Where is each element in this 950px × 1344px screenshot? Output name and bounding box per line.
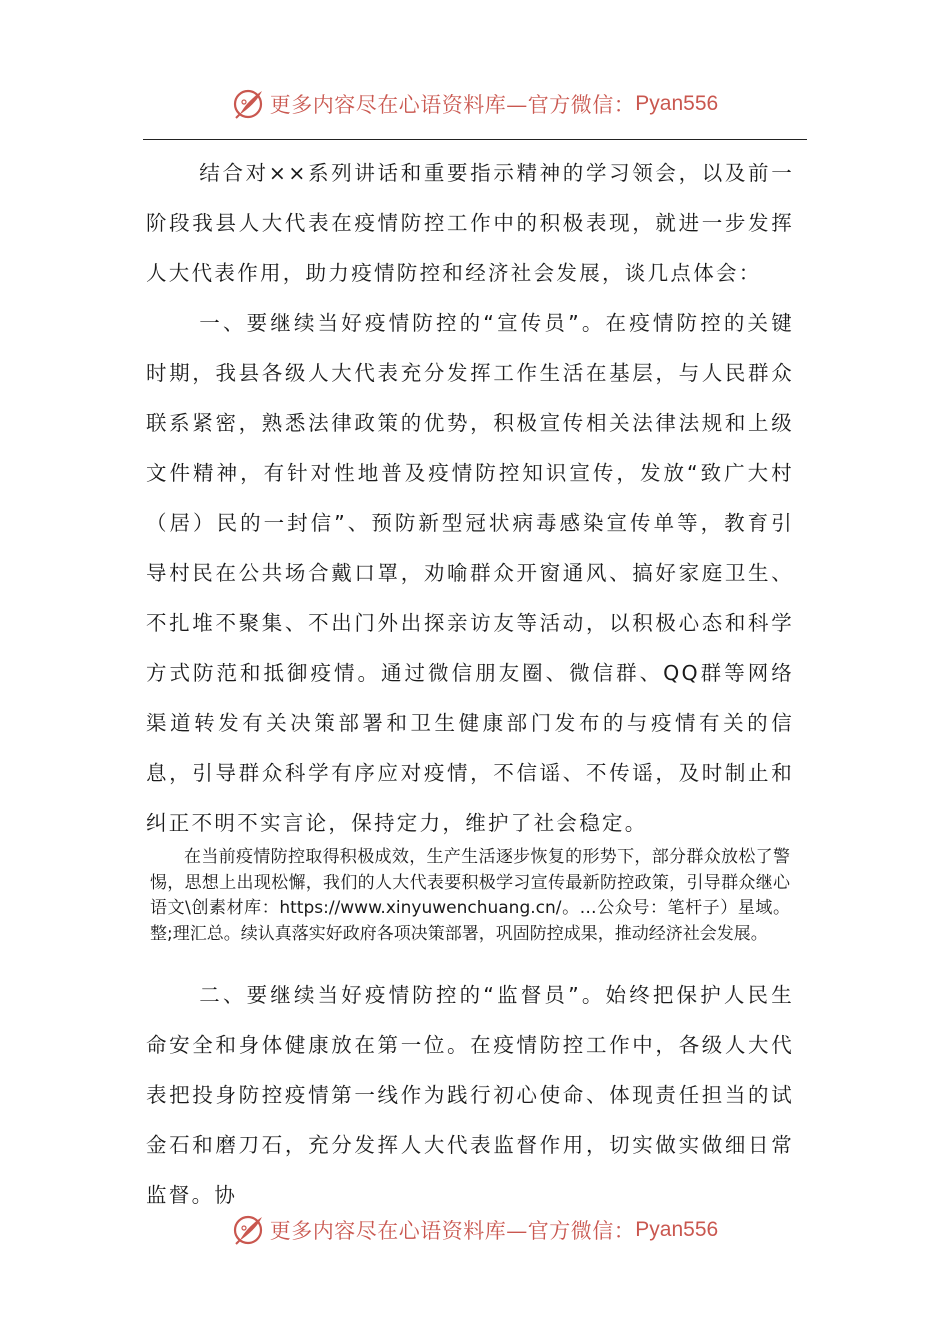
header-divider (143, 139, 807, 140)
inserted-text-block (146, 845, 794, 947)
banner-wechat-id: Pyan556 (635, 92, 719, 115)
paragraph-intro: 结合对××系列讲话和重要指示精神的学习领会，以及前一阶段我县人大代表在疫情防控工作中的积极表现，就进一步发挥人大代表作用，助力疫情防控和经济社会发展，谈几点体会： (146, 161, 794, 285)
header-banner (0, 84, 950, 124)
banner-brand-text: 更多内容尽在心语资料库—官方微信： (269, 93, 636, 117)
section-two-block (146, 970, 794, 1220)
footer-banner (0, 1210, 950, 1250)
paragraph-section-two: 二、要继续当好疫情防控的“监督员”。始终把保护人民生命安全和身体健康放在第一位。在疫情防控工作中，各级人大代表把投身防控疫情第一线作为践行初心使命、体现责任担当的试金石和磨刀石，充分发挥人大代表监督作用，切实做实做细日常监督。协 (146, 983, 794, 1207)
paragraph-inserted: 在当前疫情防控取得积极成效，生产生活逐步恢复的形势下，部分群众放松了警惕，思想上出现松懈，我们的人大代表要积极学习宣传最新防控政策，引导群众继心语文\创素材库：https://www.xinyuwenchuang.cn/。…公众号：笔杆子）星域。整;理汇总。续认真落实好政府各项决策部署，巩固防控成果，推动经济社会发展。 (150, 847, 790, 944)
quill-pen-logo-icon (232, 1213, 266, 1247)
footer-wechat-id: Pyan556 (635, 1218, 719, 1241)
main-text-block (146, 148, 794, 848)
quill-pen-logo-icon (232, 87, 266, 121)
footer-brand-text: 更多内容尽在心语资料库—官方微信： (269, 1219, 636, 1243)
paragraph-section-one: 一、要继续当好疫情防控的“宣传员”。在疫情防控的关键时期，我县各级人大代表充分发挥工作生活在基层，与人民群众联系紧密，熟悉法律政策的优势，积极宣传相关法律法规和上级文件精神，有针对性地普及疫情防控知识宣传，发放“致广大村（居）民的一封信”、预防新型冠状病毒感染宣传单等，教育引导村民在公共场合戴口罩，劝喻群众开窗通风、搞好家庭卫生、不扎堆不聚集、不出门外出探亲访友等活动，以积极心态和科学方式防范和抵御疫情。通过微信朋友圈、微信群、QQ群等网络渠道转发有关决策部署和卫生健康部门发布的与疫情有关的信息，引导群众科学有序应对疫情，不信谣、不传谣，及时制止和纠正不明不实言论，保持定力，维护了社会稳定。 (146, 311, 794, 835)
